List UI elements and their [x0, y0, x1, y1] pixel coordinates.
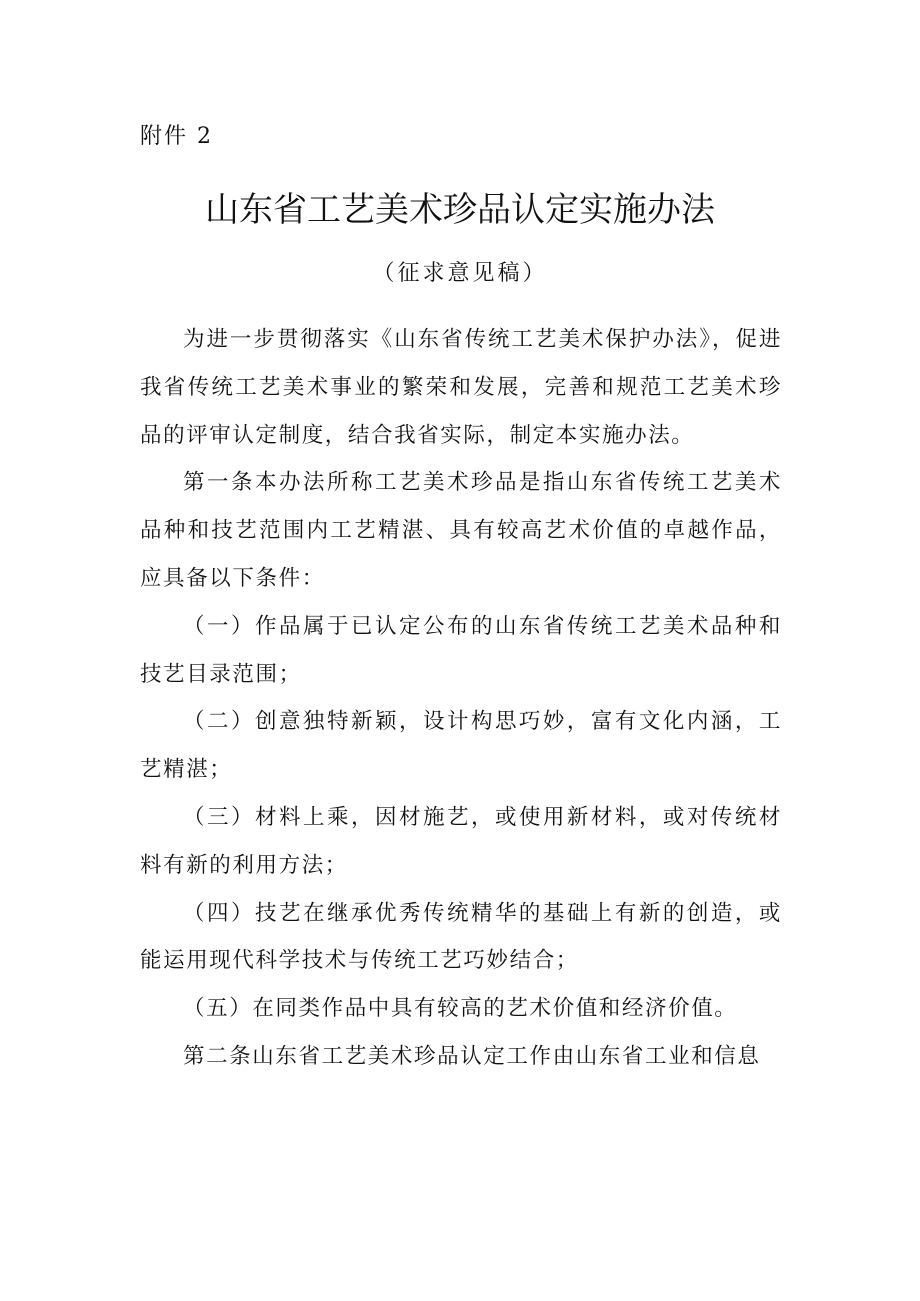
document-subtitle: （征求意见稿） — [372, 261, 548, 286]
document-body — [140, 316, 782, 1081]
condition-2-paragraph: （二）创意独特新颖，设计构思巧妙，富有文化内涵，工艺精湛； — [140, 709, 782, 783]
condition-4-paragraph: （四）技艺在继承优秀传统精华的基础上有新的创造，或能运用现代科学技术与传统工艺巧妙结合； — [140, 900, 782, 974]
condition-3-paragraph: （三）材料上乘，因材施艺，或使用新材料，或对传统材料有新的利用方法； — [140, 804, 782, 878]
article-1-paragraph: 第一条本办法所称工艺美术珍品是指山东省传统工艺美术品种和技艺范围内工艺精湛、具有较高艺术价值的卓越作品，应具备以下条件： — [140, 470, 782, 591]
document-title: 山东省工艺美术珍品认定实施办法 — [205, 190, 715, 230]
condition-5-paragraph: （五）在同类作品中具有较高的艺术价值和经济价值。 — [183, 996, 738, 1022]
attachment-label: 附件 2 — [140, 124, 213, 149]
article-2-paragraph: 第二条山东省工艺美术珍品认定工作由山东省工业和信息 — [183, 1043, 761, 1069]
condition-1-paragraph: （一）作品属于已认定公布的山东省传统工艺美术品种和技艺目录范围； — [140, 613, 782, 687]
preamble-paragraph: 为进一步贯彻落实《山东省传统工艺美术保护办法》，促进我省传统工艺美术事业的繁荣和发展，完善和规范工艺美术珍品的评审认定制度，结合我省实际，制定本实施办法。 — [140, 327, 782, 448]
